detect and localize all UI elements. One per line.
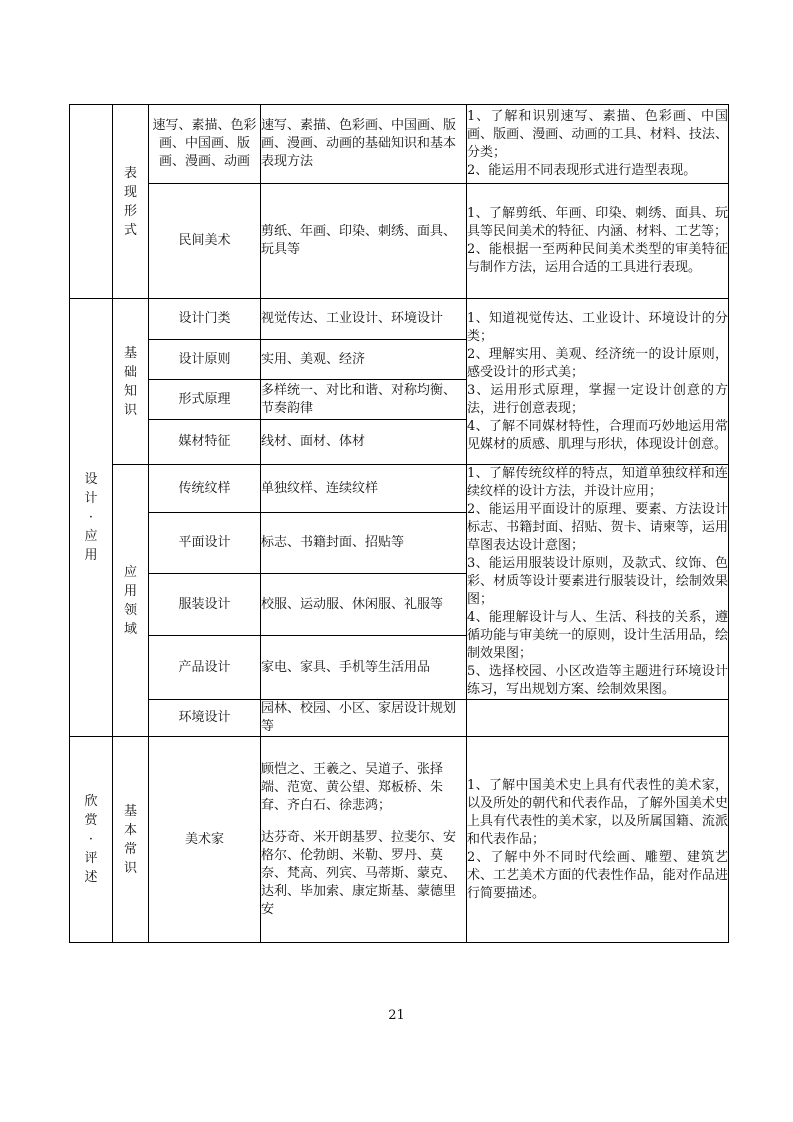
requirement-cell: 1、了解剪纸、年画、印染、刺绣、面具、玩具等民间美术的特征、内涵、材料、工艺等； 2、能根据一至两种民间美术类型的审美特征与制作方法，运用合适的工具进行表现。 — [467, 184, 729, 299]
item-cell: 设计原则 — [149, 340, 261, 380]
content-cell: 园林、校园、小区、家居设计规划等 — [261, 700, 467, 737]
table-row — [70, 299, 729, 340]
table-row — [70, 700, 729, 737]
item-cell: 平面设计 — [149, 513, 261, 574]
requirement-cell: 1、了解中国美术史上具有代表性的美术家，以及所处的朝代和代表作品，了解外国美术史上具有代表性的美术家，以及所属国籍、流派和代表作品； 2、了解中外不同时代绘画、雕塑、建筑艺术、工艺美术方面的代表性作品，能对作品进行简要描述。 — [467, 737, 729, 943]
requirement-cell: 1、了解和识别速写、素描、色彩画、中国画、版画、漫画、动画的工具、材料、技法、分类； 2、能运用不同表现形式进行造型表现。 — [467, 105, 729, 184]
item-cell: 传统纹样 — [149, 465, 261, 513]
page-number: 21 — [388, 1008, 405, 1023]
item-cell: 形式原理 — [149, 380, 261, 420]
content-cell: 线材、面材、体材 — [261, 420, 467, 465]
table-row — [70, 737, 729, 943]
category-cell: 应用领域 — [113, 465, 149, 737]
chinese-artists: 顾恺之、王羲之、吴道子、张择端、范宽、黄公望、郑板桥、朱耷、齐白石、徐悲鸿； — [261, 761, 444, 813]
content-cell: 校服、运动服、休闲服、礼服等 — [261, 574, 467, 636]
table-row — [70, 465, 729, 513]
foreign-artists: 达芬奇、米开朗基罗、拉斐尔、安格尔、伦勃朗、米勒、罗丹、莫奈、梵高、列宾、马蒂斯、蒙克、达利、毕加索、康定斯基、蒙德里安 — [261, 829, 457, 917]
requirement-cell: 1、了解传统纹样的特点，知道单独纹样和连续纹样的设计方法，并设计应用； 2、能运用平面设计的原理、要素、方法设计标志、书籍封面、招贴、贺卡、请柬等，运用草图表达设计意图； 3、能运用服装设计原则，及款式、纹饰、色彩、材质等设计要素进行服装设计，绘制效果图； 4、能理解设计与人、生活、科技的关系，遵循功能与审美统一的原则，设计生活用品，绘制效果图； 5、选择校园、小区改造等主题进行环境设计练习，写出规划方案、绘制效果图。 — [467, 465, 729, 700]
content-cell: 视觉传达、工业设计、环境设计 — [261, 299, 467, 340]
item-cell: 服装设计 — [149, 574, 261, 636]
section-cell: 欣赏·评述 — [70, 737, 113, 943]
content-cell — [261, 737, 467, 943]
empty-requirement-cell — [467, 700, 729, 737]
table-row — [70, 105, 729, 184]
content-cell: 标志、书籍封面、招贴等 — [261, 513, 467, 574]
curriculum-table — [69, 104, 729, 943]
content-cell: 速写、素描、色彩画、中国画、版画、漫画、动画的基础知识和基本表现方法 — [261, 105, 467, 184]
requirement-cell: 1、知道视觉传达、工业设计、环境设计的分类； 2、理解实用、美观、经济统一的设计原则，感受设计的形式美； 3、运用形式原理，掌握一定设计创意的方法，进行创意表现； 4、了解不同媒材特性，合理而巧妙地运用常见媒材的质感、肌理与形状，体现设计创意。 — [467, 299, 729, 465]
item-cell: 民间美术 — [149, 184, 261, 299]
item-cell: 媒材特征 — [149, 420, 261, 465]
item-cell: 产品设计 — [149, 636, 261, 700]
item-cell: 美术家 — [149, 737, 261, 943]
empty-section-cell — [70, 105, 113, 299]
content-cell: 多样统一、对比和谐、对称均衡、节奏韵律 — [261, 380, 467, 420]
table-row — [70, 184, 729, 299]
content-cell: 单独纹样、连续纹样 — [261, 465, 467, 513]
section-cell: 设计·应用 — [70, 299, 113, 737]
category-cell: 基础知识 — [113, 299, 149, 465]
item-cell: 环境设计 — [149, 700, 261, 737]
content-cell: 剪纸、年画、印染、刺绣、面具、玩具等 — [261, 184, 467, 299]
item-cell: 设计门类 — [149, 299, 261, 340]
item-cell: 速写、素描、色彩画、中国画、版画、漫画、动画 — [149, 105, 261, 184]
category-cell: 表现形式 — [113, 105, 149, 299]
content-cell: 家电、家具、手机等生活用品 — [261, 636, 467, 700]
category-cell: 基本常识 — [113, 737, 149, 943]
content-cell: 实用、美观、经济 — [261, 340, 467, 380]
